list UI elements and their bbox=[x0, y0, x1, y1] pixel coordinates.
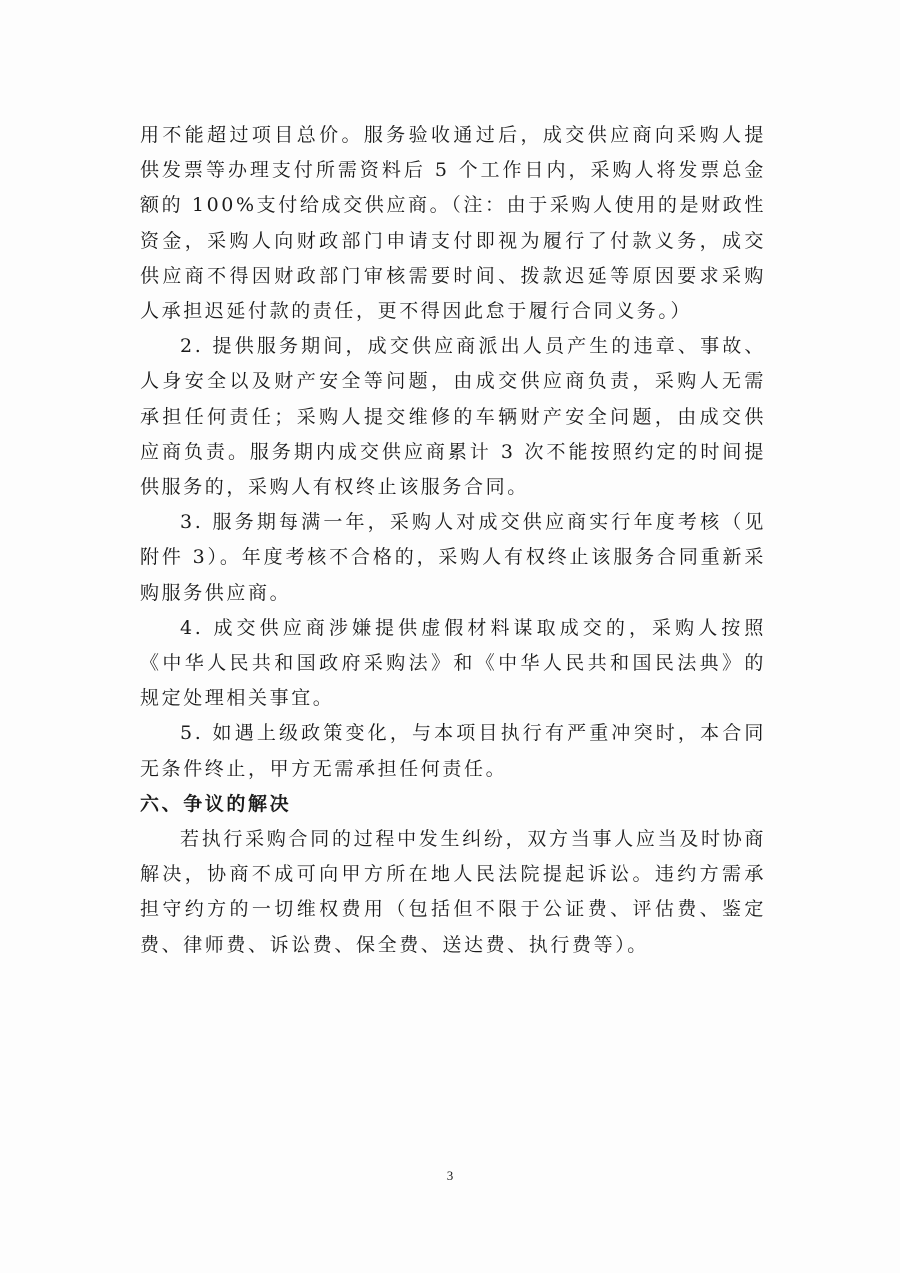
paragraph-item-5: 5. 如遇上级政策变化，与本项目执行有严重冲突时，本合同无条件终止，甲方无需承担任何责任。 bbox=[140, 722, 766, 780]
page-number: 3 bbox=[446, 1168, 454, 1183]
paragraph-payment-terms: 用不能超过项目总价。服务验收通过后，成交供应商向采购人提供发票等办理支付所需资料后 5 个工作日内，采购人将发票总金额的 100%支付给成交供应商。（注：由于采购人使用的是财政性资金，采购人向财政部门申请支付即视为履行了付款义务，成交供应商不得因财政部门审核需要时间、拨款迟延等原因要求采购人承担迟延付款的责任，更不得因此怠于履行合同义务。） bbox=[140, 124, 766, 323]
paragraph-dispute-resolution: 若执行采购合同的过程中发生纠纷，双方当事人应当及时协商解决，协商不成可向甲方所在地人民法院提起诉讼。违约方需承担守约方的一切维权费用（包括但不限于公证费、评估费、鉴定费、律师费、诉讼费、保全费、送达费、执行费等）。 bbox=[140, 828, 766, 956]
section-heading-dispute: 六、争议的解决 bbox=[140, 792, 292, 815]
paragraph-item-2: 2. 提供服务期间，成交供应商派出人员产生的违章、事故、人身安全以及财产安全等问题，由成交供应商负责，采购人无需承担任何责任；采购人提交维修的车辆财产安全问题，由成交供应商负责。服务期内成交供应商累计 3 次不能按照约定的时间提供服务的，采购人有权终止该服务合同。 bbox=[140, 335, 766, 499]
paragraph-item-4: 4. 成交供应商涉嫌提供虚假材料谋取成交的，采购人按照《中华人民共和国政府采购法》和《中华人民共和国民法典》的规定处理相关事宜。 bbox=[140, 616, 766, 710]
paragraph-item-3: 3. 服务期每满一年，采购人对成交供应商实行年度考核（见附件 3）。年度考核不合格的，采购人有权终止该服务合同重新采购服务供应商。 bbox=[140, 511, 766, 604]
document-body bbox=[140, 118, 766, 963]
